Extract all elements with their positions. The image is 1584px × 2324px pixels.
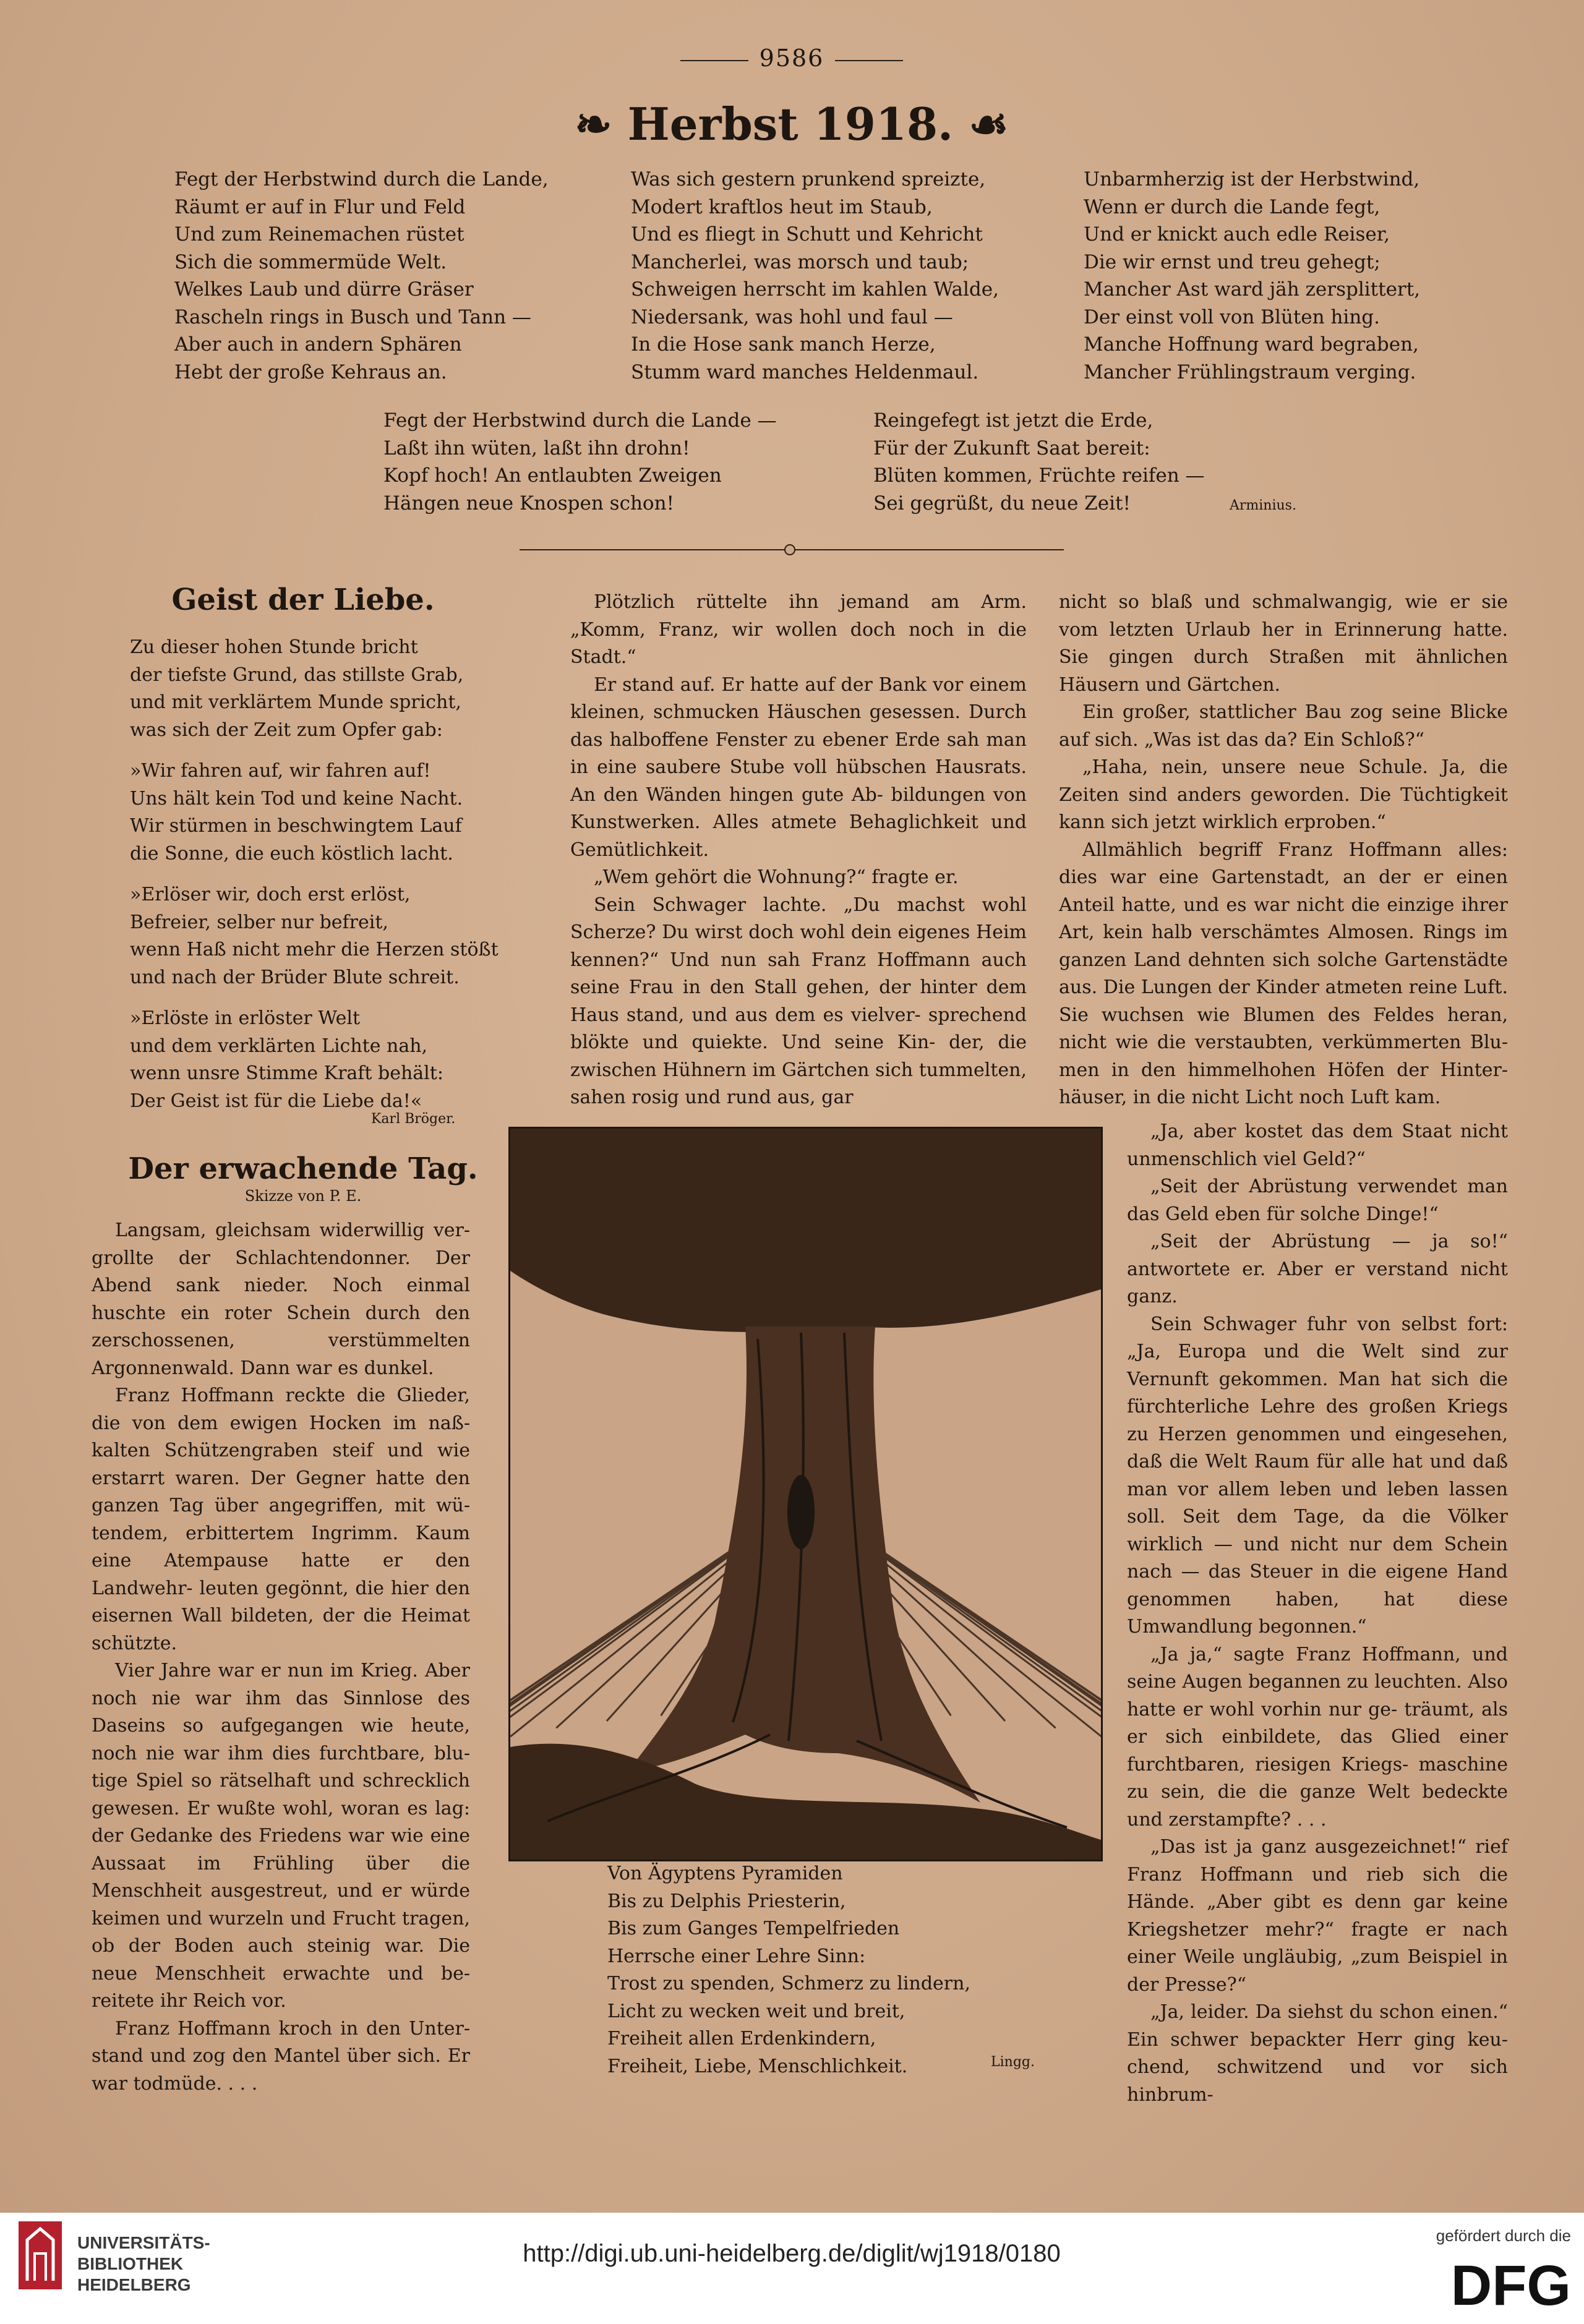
verse-line: Schweigen herrscht im kahlen Walde, [631,278,999,301]
verse-line: Trost zu spenden, Schmerz zu lindern, [607,1973,970,1994]
verse-line: Aber auch in andern Sphären [174,333,462,356]
tag-subtitle: Skizze von P. E. [244,1187,362,1205]
verse-line: Die wir ernst und treu gehegt; [1084,250,1381,273]
verse-line: die Sonne, die euch köstlich lacht. [130,842,453,865]
verse-line: Licht zu wecken weit und breit, [607,2000,905,2022]
tag-column-2 [570,589,1027,1112]
herbst-author: Arminius. [1230,498,1296,513]
verse-line: Räumt er auf in Flur und Feld [174,195,466,218]
paragraph: Plötzlich rüttelte ihn jemand am Arm. „Komm, Franz, wir wollen doch noch in die Stadt.“ [570,591,1027,668]
herbst-column-5 [873,407,1205,517]
verse-line: Manche Hoffnung ward begraben, [1084,333,1419,356]
tag-column-3-continued [1127,1118,1508,2109]
verse-line: Zu dieser hohen Stunde bricht [130,636,418,658]
verse-line: und nach der Brüder Blute schreit. [130,966,460,988]
ub-line-2: BIBLIOTHEK [77,2254,184,2273]
dfg-logo-text: DFG [1450,2254,1571,2310]
divider-dot-icon [784,544,795,555]
tree-drawing [510,1129,1101,1860]
page-number: 9586 [668,45,915,72]
verse-line: In die Hose sank manch Herze, [631,333,936,356]
tag-title: Der erwachende Tag. [128,1151,478,1186]
paragraph: Franz Hoffmann reckte die Glieder, die von dem ewigen Hocken im naß- kalten Schützengraben steif und wie erstarrt waren. Der Gegner hatte den ganzen Tag über angegriffen, mit wü- tendem, erbittertem Ingrimm. Kaum eine Atempause hatte er den Landwehr- leuten gegönnt, die hier den eisernen Wall bildeten, der die Heimat schützte. [92,1385,470,1654]
ornament-right-icon: ☙ [953,98,1009,150]
tag-column-1 [92,1217,470,2098]
herbst-column-4 [383,407,777,517]
verse-line: wenn unsre Stimme Kraft behält: [130,1062,443,1084]
verse-line: »Erlöser wir, doch erst erlöst, [130,884,411,905]
herbst-column-3 [1084,166,1420,386]
verse-line: Freiheit allen Erdenkindern, [607,2028,876,2049]
paragraph: „Wem gehört die Wohnung?“ fragte er. [594,866,959,888]
verse-line: Wenn er durch die Lande fegt, [1084,195,1381,218]
verse-line: Sich die sommermüde Welt. [174,250,447,273]
verse-line: Mancher Frühlingstraum verging. [1084,361,1416,383]
verse-line: und mit verklärtem Munde spricht, [130,691,461,713]
paragraph: „Seit der Abrüstung verwendet man das Geld eben für solche Dinge!“ [1127,1176,1508,1225]
page-title [557,98,1027,150]
verse-line: Bis zu Delphis Priesterin, [607,1890,846,1912]
verse-line: Und er knickt auch edle Reiser, [1084,223,1390,246]
verse-line: Modert kraftlos heut im Staub, [631,195,933,218]
paragraph: Vier Jahre war er nun im Krieg. Aber noch nie war ihm das Sinnlose des Daseins so aufgegangen wie heute, noch nie war ihm dies furchtbare, blu- tige Spiel so rätselhaft und schrecklich gewesen. Er wußte wohl, woran es lag: der Gedanke des Friedens war wie eine Aussaat im Frühling über die Menschheit ausgestreut, und er würde keimen und wurzeln und Frucht tragen, ob der Boden auch steinig war. Die neue Menschheit erwachte und be- reitete ihr Reich vor. [92,1660,470,2012]
verse-line: Für der Zukunft Saat bereit: [873,437,1150,459]
verse-line: Hebt der große Kehraus an. [174,361,447,383]
verse-line: Von Ägyptens Pyramiden [607,1863,843,1884]
funded-by-label: gefördert durch die [1436,2226,1571,2245]
paragraph: „Ja ja,“ sagte Franz Hoffmann, und seine Augen begannen zu leuchten. Also hatte er wohl vorhin nur ge- träumt, als er sich einbildete, das Glied einer furchtbaren, riesigen Kriegs- maschine zu sein, die die ganze Welt bedeckte und zerstampfte? . . . [1127,1643,1508,1831]
verse-line: Blüten kommen, Früchte reifen — [873,464,1205,487]
verse-line: Sei gegrüßt, du neue Zeit! [873,492,1131,515]
verse-line: und dem verklärten Lichte nah, [130,1035,428,1057]
section-divider [520,549,1064,550]
verse-line: Reingefegt ist jetzt die Erde, [873,409,1154,432]
university-library-logo-icon[interactable] [19,2221,62,2289]
verse-line: Fegt der Herbstwind durch die Lande — [383,409,777,432]
verse-line: Freiheit, Liebe, Menschlichkeit. [607,2055,908,2077]
paragraph: Franz Hoffmann kroch in den Unter- stand und zog den Mantel über sich. Er war todmüde. . . . [92,2017,470,2095]
verse-line: Stumm ward manches Heldenmaul. [631,361,979,383]
paragraph: Allmählich begriff Franz Hoffmann alles: dies war eine Gartenstadt, an der er einen Anteil hatte, und es war nicht die einzige ihrer Art, kein halb verschämtes Almosen. Rings im ganzen Land dehnten sich solche Gartenstädte aus. Die Lungen der Kinder atmeten reine Luft. Sie wuchsen wie Blumen des Feldes heran, nicht wie die verstaubten, verkümmerten Blu- men in den himmelhohen Höfen der Hinter- häuser, in die nicht Licht noch Luft kam. [1059,839,1508,1108]
paragraph: „Ja, aber kostet das dem Staat nicht unmenschlich viel Geld?“ [1127,1121,1508,1170]
verse-line: Hängen neue Knospen schon! [383,492,674,515]
university-library-name[interactable] [77,2232,210,2296]
stanza-gap [130,991,513,1005]
verse-line: Bis zum Ganges Tempelfrieden [607,1918,900,1939]
paragraph: Sein Schwager lachte. „Du machst wohl Scherze? Du wirst doch wohl dein eigenes Heim kennen?“ Und nun sah Franz Hoffmann auch seine Frau in den Stall gehen, der hinter dem Haus stand, und aus dem es vielver- sprechend blökte und quiekte. Und seine Kin- der, die zwischen Hühnern im Gärtchen sich tummelten, sahen rosig und rund aus, gar [570,894,1027,1108]
verse-line: Was sich gestern prunkend spreizte, [631,168,986,190]
verse-line: Und zum Reinemachen rüstet [174,223,464,246]
verse-line: »Erlöste in erlöster Welt [130,1007,361,1029]
ub-line-3: HEIDELBERG [77,2275,191,2294]
dfg-logo-icon[interactable] [1407,2254,1571,2310]
verse-line: Wir stürmen in beschwingtem Lauf [130,815,462,837]
paragraph: „Haha, nein, unsere neue Schule. Ja, die Zeiten sind anders geworden. Die Tüchtigkeit kann sich jetzt wirklich erproben.“ [1059,756,1508,833]
verse-line: Befreier, selber nur befreit, [130,911,388,933]
geist-title: Geist der Liebe. [171,583,435,617]
verse-line: Niedersank, was hohl und faul — [631,305,953,328]
paragraph: „Seit der Abrüstung — ja so!“ antwortete er. Aber er verstand nicht ganz. [1127,1231,1508,1307]
verse-line: Der Geist ist für die Liebe da!« [130,1090,422,1112]
verse-line: Unbarmherzig ist der Herbstwind, [1084,168,1420,190]
geist-poem [130,634,513,1115]
verse-line: Mancher Ast ward jäh zersplittert, [1084,278,1421,301]
verse-line: Kopf hoch! An entlaubten Zweigen [383,464,722,487]
verse-line: der tiefste Grund, das stillste Grab, [130,664,464,686]
verse-line: was sich der Zeit zum Opfer gab: [130,719,443,741]
stanza-gap [130,868,513,881]
stanza-gap [130,744,513,758]
verse-line: Und es fliegt in Schutt und Kehricht [631,223,983,246]
verse-line: wenn Haß nicht mehr die Herzen stößt [130,939,499,960]
paragraph: nicht so blaß und schmalwangig, wie er sie vom letzten Urlaub her in Erinnerung hatte. Sie gingen durch Straßen mit ähnlichen Häusern und Gärtchen. [1059,591,1508,696]
paragraph: Ein großer, stattlicher Bau zog seine Blicke auf sich. „Was ist das da? Ein Schloß?“ [1059,701,1508,751]
paragraph: Er stand auf. Er hatte auf der Bank vor einem kleinen, schmucken Häuschen gesessen. Durch das halboffene Fenster zu ebener Erde sah man in eine saubere Stube voll hübschen Hausrats. An den Wänden hingen gute Ab- bildungen von Kunstwerken. Alles atmete Behaglichkeit und Gemütlichkeit. [570,673,1027,861]
tree-illustration [508,1127,1103,1861]
herbst-column-1 [174,166,549,386]
source-url-link[interactable]: http://digi.ub.uni-heidelberg.de/diglit/wj1918/0180 [523,2240,1061,2267]
verse-line: Herrsche einer Lehre Sinn: [607,1945,866,1967]
lingg-poem [607,1860,991,2080]
ub-line-1: UNIVERSITÄTS- [77,2233,210,2252]
paragraph: Sein Schwager fuhr von selbst fort: „Ja, Europa und die Welt sind zur Vernunft gekommen. Man hat sich die fürchterliche Lehre des großen Kriegs zu Herzen genommen und eingesehen, daß die Welt Raum für alle hat und daß man vor allem leben und leben lassen soll. Seit dem Tage, da die Völker wirklich — und nicht nur dem Schein nach — das Steuer in die eigene Hand genommen haben, hat diese Umwandlung begonnen.“ [1127,1313,1508,1638]
ornament-left-icon: ❧ [575,98,628,150]
paragraph: „Ja, leider. Da siehst du schon einen.“ Ein schwer bepackter Herr ging keu- chend, schwitzend und vor sich hinbrum- [1127,2001,1508,2106]
title-text: Herbst 1918. [627,98,954,150]
verse-line: »Wir fahren auf, wir fahren auf! [130,760,431,782]
verse-line: Laßt ihn wüten, laßt ihn drohn! [383,437,690,459]
herbst-column-2 [631,166,999,386]
paragraph: Langsam, gleichsam widerwillig ver- grollte der Schlachtendonner. Der Abend sank nieder. Noch einmal huschte ein roter Schein durch den zerschossenen, verstümmelten Argonnenwald. Dann war es dunkel. [92,1220,470,1379]
verse-line: Der einst voll von Blüten hing. [1084,305,1381,328]
verse-line: Mancherlei, was morsch und taub; [631,250,969,273]
verse-line: Fegt der Herbstwind durch die Lande, [174,168,549,190]
paragraph: „Das ist ja ganz ausgezeichnet!“ rief Franz Hoffmann und rieb sich die Hände. „Aber gibt es denn gar keine Kriegshetzer mehr?“ fragte er nach einer Weile ungläubig, „zum Beispiel in der Presse?“ [1127,1836,1508,1996]
verse-line: Welkes Laub und dürre Gräser [174,278,474,301]
lingg-author: Lingg. [991,2054,1035,2070]
footer-bar [0,2213,1584,2324]
verse-line: Uns hält kein Tod und keine Nacht. [130,787,463,810]
verse-line: Rascheln rings in Busch und Tann — [174,305,531,328]
tag-column-3 [1059,589,1508,1112]
geist-author: Karl Bröger. [371,1111,456,1127]
